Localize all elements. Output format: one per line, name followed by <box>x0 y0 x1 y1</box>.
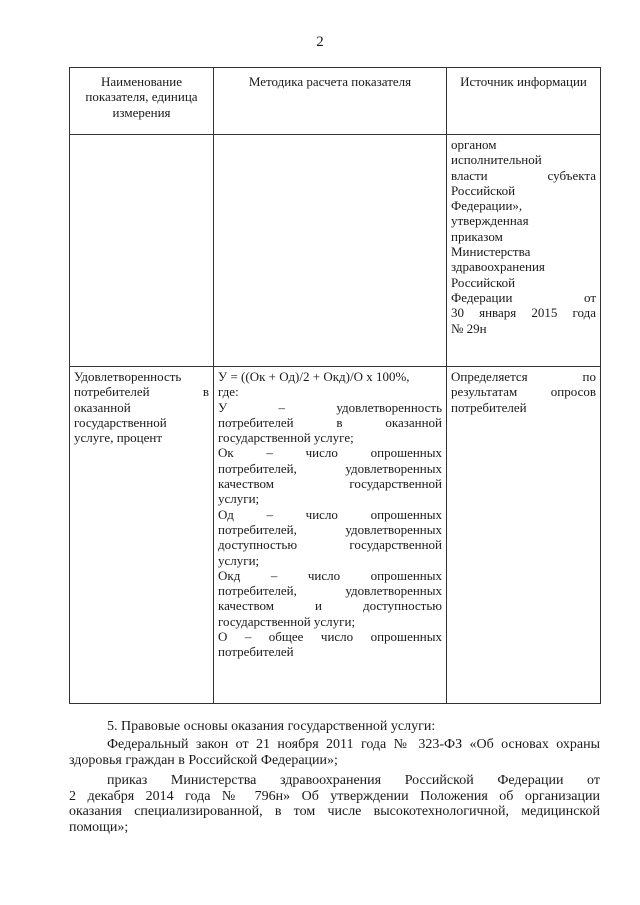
formula: У = ((Ок + Од)/2 + Окд)/О х 100%, <box>218 369 410 384</box>
table-row <box>70 135 601 367</box>
table-header-row <box>70 68 601 135</box>
row1-source-text: органом исполнительной власти субъекта Российской Федерации», утвержденная приказом Министерства здравоохранения Российской Федерации от 30 января 2015 года № 29н <box>451 137 596 336</box>
row2-source-cell: Определяется по результатам опросов потребителей <box>447 367 601 704</box>
row1-source-cell <box>447 135 601 367</box>
row2-method-cell: У = ((Ок + Од)/2 + Окд)/О х 100%, где: У – удовлетворенность потребителей в оказанной государственной услуге; Ок – число опрошенных потребителей, удовлетворенных качеством государственной услуги; Од – число опрошенных потребителей, удовлетворенных доступностью государственной услуги; Окд – число опрошенных потребителей, удовлетворенных качеством и доступностью государственной услуги; О – общее число опрошенных потребителей <box>214 367 447 704</box>
indicator-table <box>69 67 601 704</box>
legal-basis-item: Федеральный закон от 21 ноября 2011 года № 323-ФЗ «Об основах охраны здоровья граждан в Российской Федерации»; <box>69 737 600 768</box>
header-calculation-method: Методика расчета показателя <box>214 68 447 135</box>
row1-name-cell <box>70 135 214 367</box>
page-number: 2 <box>316 34 324 50</box>
header-indicator-name: Наименование показателя, единица измерения <box>70 68 214 135</box>
section-5-heading: 5. Правовые основы оказания государственной услуги: <box>107 719 436 734</box>
row1-method-cell <box>214 135 447 367</box>
table-row <box>70 367 601 704</box>
row2-name-cell: Удовлетворенность потребителей в оказанной государственной услуге, процент <box>70 367 214 704</box>
legal-basis-item: приказ Министерства здравоохранения Российской Федерации от 2 декабря 2014 года № 796н» Об утверждении Положения об организации оказания специализированной, в том числе высокотехнологичной, медицинской помощи»; <box>69 773 600 835</box>
header-information-source: Источник информации <box>447 68 601 135</box>
